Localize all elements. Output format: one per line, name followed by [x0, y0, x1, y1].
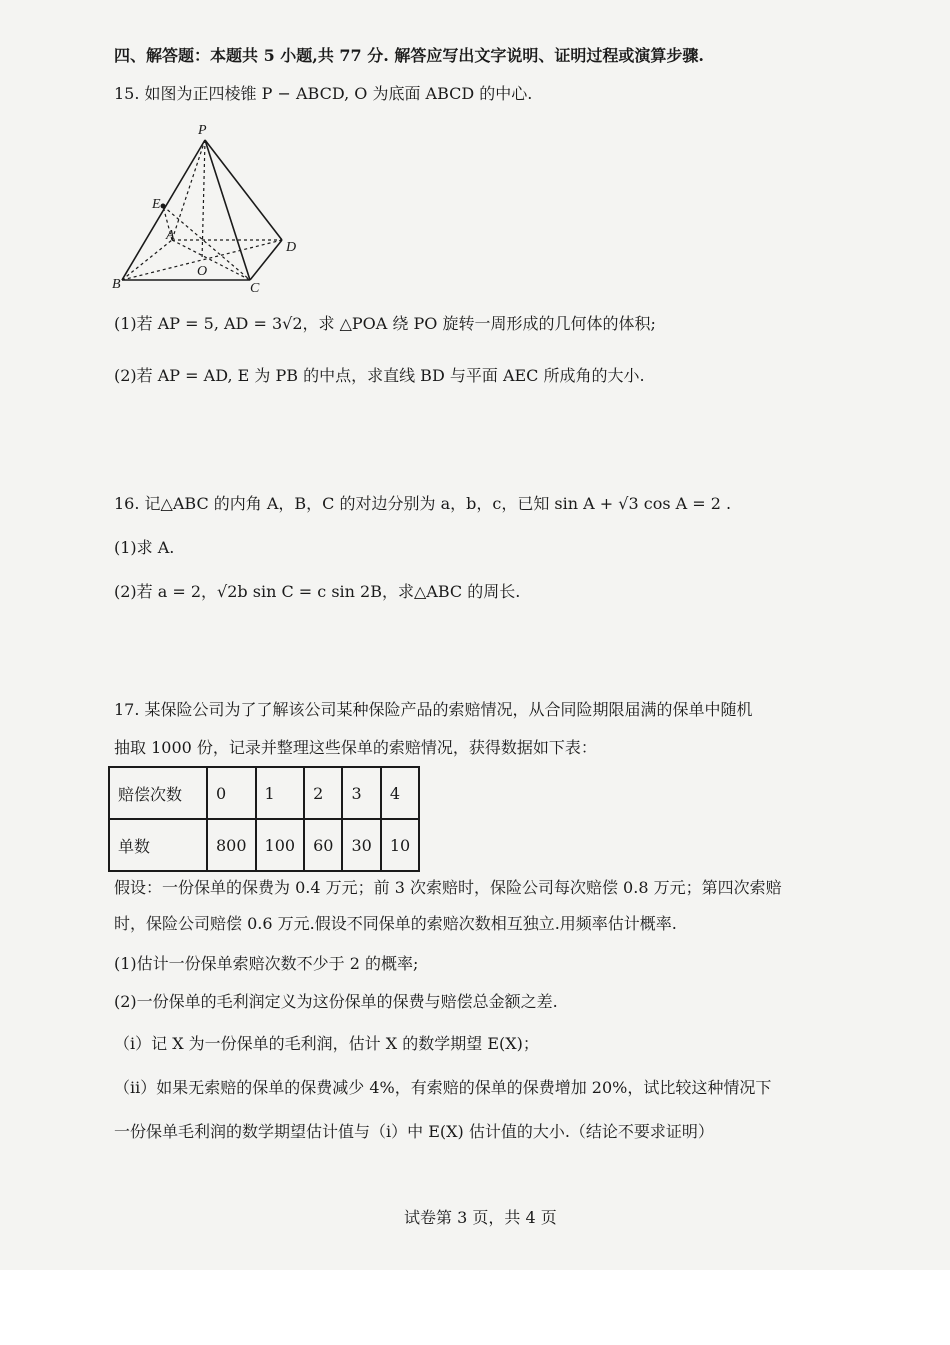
q16-part2: (2)若 a = 2，√2b sin C = c sin 2B，求△ABC 的周长.	[114, 582, 521, 601]
pyramid-figure	[110, 118, 310, 296]
label-b: B	[112, 277, 121, 292]
q17-assume-line1: 假设：一份保单的保费为 0.4 万元；前 3 次索赔时，保险公司每次赔偿 0.8 万元；第四次索赔	[114, 878, 782, 897]
table-cell: 3	[342, 767, 380, 819]
table-header-policies: 单数	[109, 819, 207, 871]
label-c: C	[250, 281, 260, 296]
q15-part2: (2)若 AP = AD, E 为 PB 的中点，求直线 BD 与平面 AEC 所成角的大小.	[114, 366, 645, 385]
table-cell: 0	[207, 767, 256, 819]
q17-part2: (2)一份保单的毛利润定义为这份保单的保费与赔偿总金额之差.	[114, 992, 558, 1011]
point-e	[161, 204, 166, 209]
edge-pd	[205, 140, 282, 240]
q17-part2-ii-line1: （ii）如果无索赔的保单的保费减少 4%，有索赔的保单的保费增加 20%，试比较这种情况下	[114, 1078, 772, 1097]
edge-pa	[172, 140, 205, 240]
page-footer: 试卷第 3 页，共 4 页	[404, 1208, 557, 1227]
section-heading: 四、解答题：本题共 5 小题,共 77 分. 解答应写出文字说明、证明过程或演算步骤.	[114, 46, 704, 65]
label-o: O	[197, 264, 208, 279]
table-cell: 60	[304, 819, 342, 871]
q17-assume-line2: 时，保险公司赔偿 0.6 万元.假设不同保单的索赔次数相互独立.用频率估计概率.	[114, 914, 677, 933]
table-cell: 1	[256, 767, 305, 819]
q17-part2-i: （i）记 X 为一份保单的毛利润，估计 X 的数学期望 E(X)；	[114, 1034, 539, 1053]
table-cell: 100	[256, 819, 305, 871]
table-cell: 4	[381, 767, 419, 819]
table-cell: 800	[207, 819, 256, 871]
q15-stem: 15. 如图为正四棱锥 P − ABCD, O 为底面 ABCD 的中心.	[114, 84, 533, 103]
q16-stem: 16. 记△ABC 的内角 A，B，C 的对边分别为 a，b，c，已知 sin A + √3 cos A = 2 .	[114, 494, 732, 513]
q17-stem-line2: 抽取 1000 份，记录并整理这些保单的索赔情况，获得数据如下表：	[114, 738, 597, 757]
q16-part1: (1)求 A.	[114, 538, 175, 557]
edge-pc	[205, 140, 250, 280]
label-e: E	[152, 197, 161, 212]
table-row	[109, 819, 419, 871]
q17-part1: (1)估计一份保单索赔次数不少于 2 的概率;	[114, 954, 419, 973]
q17-stem-line1: 17. 某保险公司为了了解该公司某种保险产品的索赔情况，从合同险期限届满的保单中随机	[114, 700, 753, 719]
q15-part1: (1)若 AP = 5, AD = 3√2，求 △POA 绕 PO 旋转一周形成的几何体的体积;	[114, 314, 656, 333]
label-a: A	[166, 228, 175, 243]
claims-table	[108, 766, 420, 872]
label-d: D	[286, 240, 297, 255]
table-cell: 2	[304, 767, 342, 819]
table-cell: 30	[342, 819, 380, 871]
label-p: P	[198, 123, 207, 138]
table-header-claims: 赔偿次数	[109, 767, 207, 819]
edge-cd	[250, 240, 282, 280]
q17-part2-ii-line2: 一份保单毛利润的数学期望估计值与（i）中 E(X) 估计值的大小.（结论不要求证明）	[114, 1122, 714, 1141]
table-cell: 10	[381, 819, 419, 871]
table-row	[109, 767, 419, 819]
